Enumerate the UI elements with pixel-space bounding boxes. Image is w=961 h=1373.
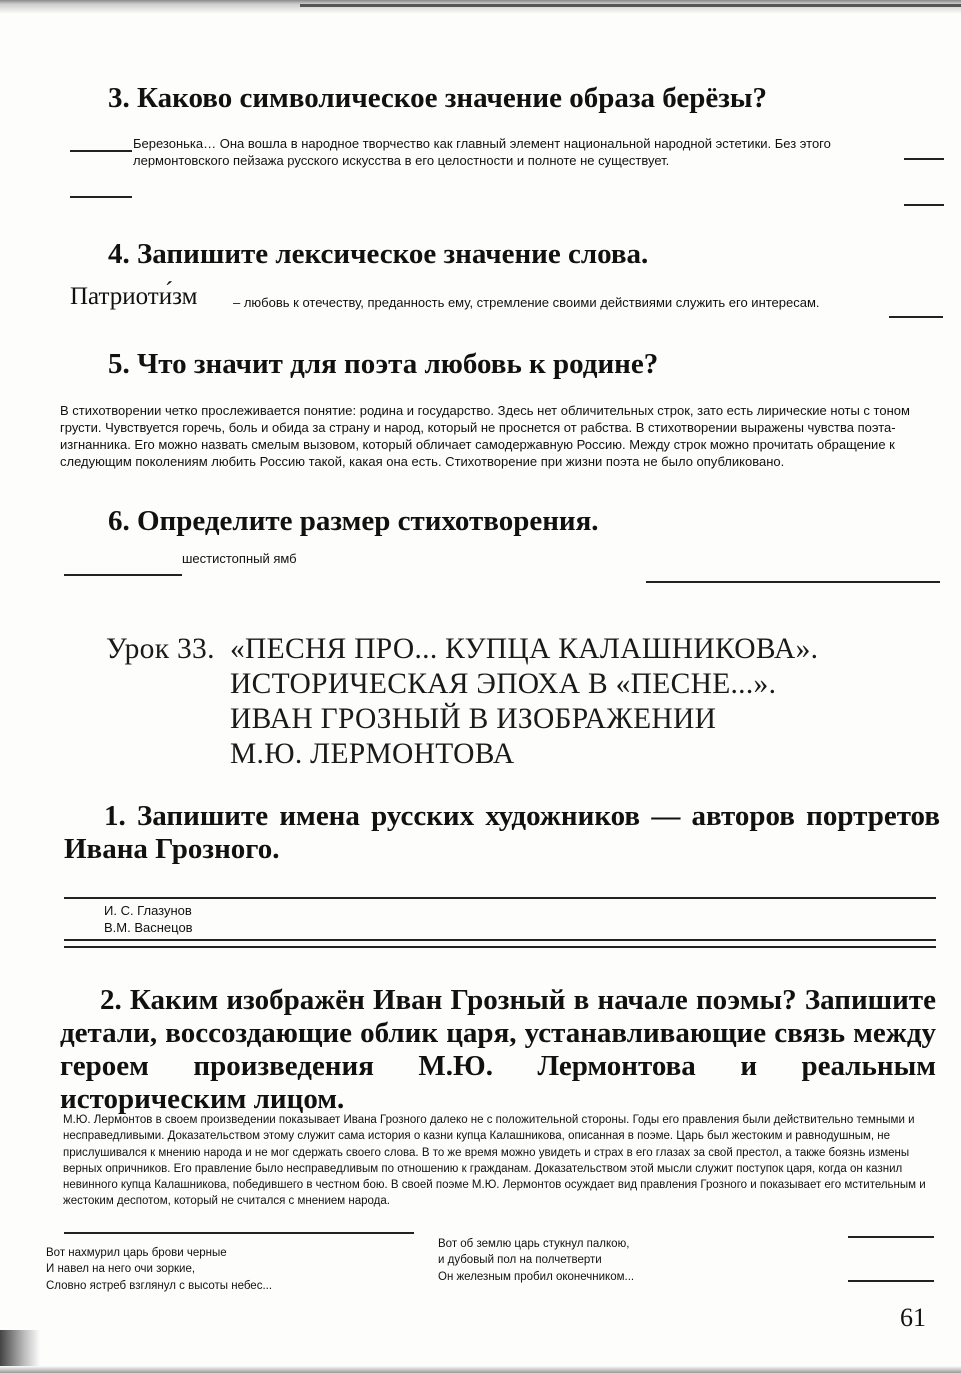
l2-heading: 2. Каким изображён Иван Грозный в начале поэмы? Запишите детали, воссоздающие облик царя, устанавливающие связь между героем произведения М.Ю. Лермонтова и реальным историческим лицом. (60, 984, 936, 1115)
scan-edge-bottom (0, 1366, 961, 1373)
q6-heading: 6. Определите размер стихотворения. (108, 505, 599, 537)
q5-answer: В стихотворении четко прослеживается понятие: родина и государство. Здесь нет обличительных строк, зато есть лирические ноты с тоном грусти. Чувствуется горечь, боль и обида за страну и народ, который не проснется от рабства. В стихотворении выражены чувства поэта-изгнанника. Его можно назвать смелым вызовом, который обличает самодержавную Россию. Между строк можно прочитать обращение к следующим поколениям любить Россию такой, какая она есть. Стихотворение при жизни поэта не было опубликовано. (60, 403, 910, 469)
q5-heading: 5. Что значит для поэта любовь к родине? (108, 348, 659, 380)
answer-line (64, 939, 936, 941)
answer-line (904, 158, 944, 160)
answer-line (64, 574, 182, 576)
l1-answer-1: И. С. Глазунов (104, 903, 192, 918)
quote-line: Вот нахмурил царь брови черные (46, 1247, 227, 1259)
l2-answer: М.Ю. Лермонтов в своем произведении показывает Ивана Грозного далеко не с положительной стороны. Годы его правления были действительно темными и несправедливыми. Доказательством этому служит сама история о казни купца Калашникова, описанная в поэме. Царь был жестоким и равнодушным, не прислушивался к мнению народа и не мог сдержать своего слова. В то же время можно увидеть и страх в его глазах за свой престол, а также боязнь измены верных опричников. Его правление было несправедливым по отношению к гражданам. Доказательством этой мысли служит поступок царя, когда он казнил невинного купца Калашникова, победившего в честном бою. В своей поэме М.Ю. Лермонтов осуждает вид правления Грозного и показывает его мстительным и жестоким деспотом, который не считался с мнением народа. (63, 1114, 926, 1208)
answer-line (646, 581, 940, 583)
quote-line: Словно ястреб взглянул с высоты небес... (46, 1279, 273, 1292)
quote-right (438, 1236, 634, 1285)
q4-heading: 4. Запишите лексическое значение слова. (108, 238, 649, 270)
page-number: 61 (900, 1303, 926, 1332)
lesson-title-line: ИСТОРИЧЕСКАЯ ЭПОХА В «ПЕСНЕ...». (230, 668, 777, 700)
answer-line (848, 1280, 934, 1282)
q3-heading: 3. Каково символическое значение образа берёзы? (108, 82, 768, 114)
quote-line: Он железным пробил оконечником... (438, 1270, 635, 1283)
q4-word: Патриоти́зм (70, 283, 198, 310)
quote-line: И навел на него очи зоркие, (46, 1263, 196, 1276)
l1-heading: 1. Запишите имена русских художников — авторов портретов Ивана Грозного. (64, 800, 940, 865)
lesson-title-line: «ПЕСНЯ ПРО... КУПЦА КАЛАШНИКОВА». (230, 633, 819, 665)
answer-line (64, 897, 936, 899)
answer-line (889, 316, 943, 318)
quote-left (46, 1245, 272, 1294)
q4-definition: – любовь к отечеству, преданность ему, стремление своими действиями служить его интересам. (233, 295, 820, 310)
lesson-number: Урок 33. (106, 633, 215, 665)
q3-answer: Березонька… Она вошла в народное творчество как главный элемент национальной народной эстетики. Без этого лермонтовского пейзажа русского искусства в его целостности и полноте не существует. (133, 136, 831, 168)
q6-answer: шестистопный ямб (182, 551, 297, 566)
scan-edge-top (0, 0, 961, 14)
answer-line (848, 1236, 934, 1238)
lesson-title-line: М.Ю. ЛЕРМОНТОВА (230, 738, 515, 770)
lesson-title-line: ИВАН ГРОЗНЫЙ В ИЗОБРАЖЕНИИ (230, 703, 717, 735)
answer-line (64, 1232, 414, 1234)
l1-answer-2: В.М. Васнецов (104, 920, 193, 935)
answer-line (70, 150, 132, 152)
answer-line (70, 196, 132, 198)
quote-line: Вот об землю царь стукнул палкою, (438, 1238, 630, 1250)
answer-line (904, 204, 944, 206)
answer-line (64, 946, 936, 948)
scan-edge-bar (300, 4, 961, 7)
quote-line: и дубовый пол на полчетверти (438, 1254, 602, 1267)
